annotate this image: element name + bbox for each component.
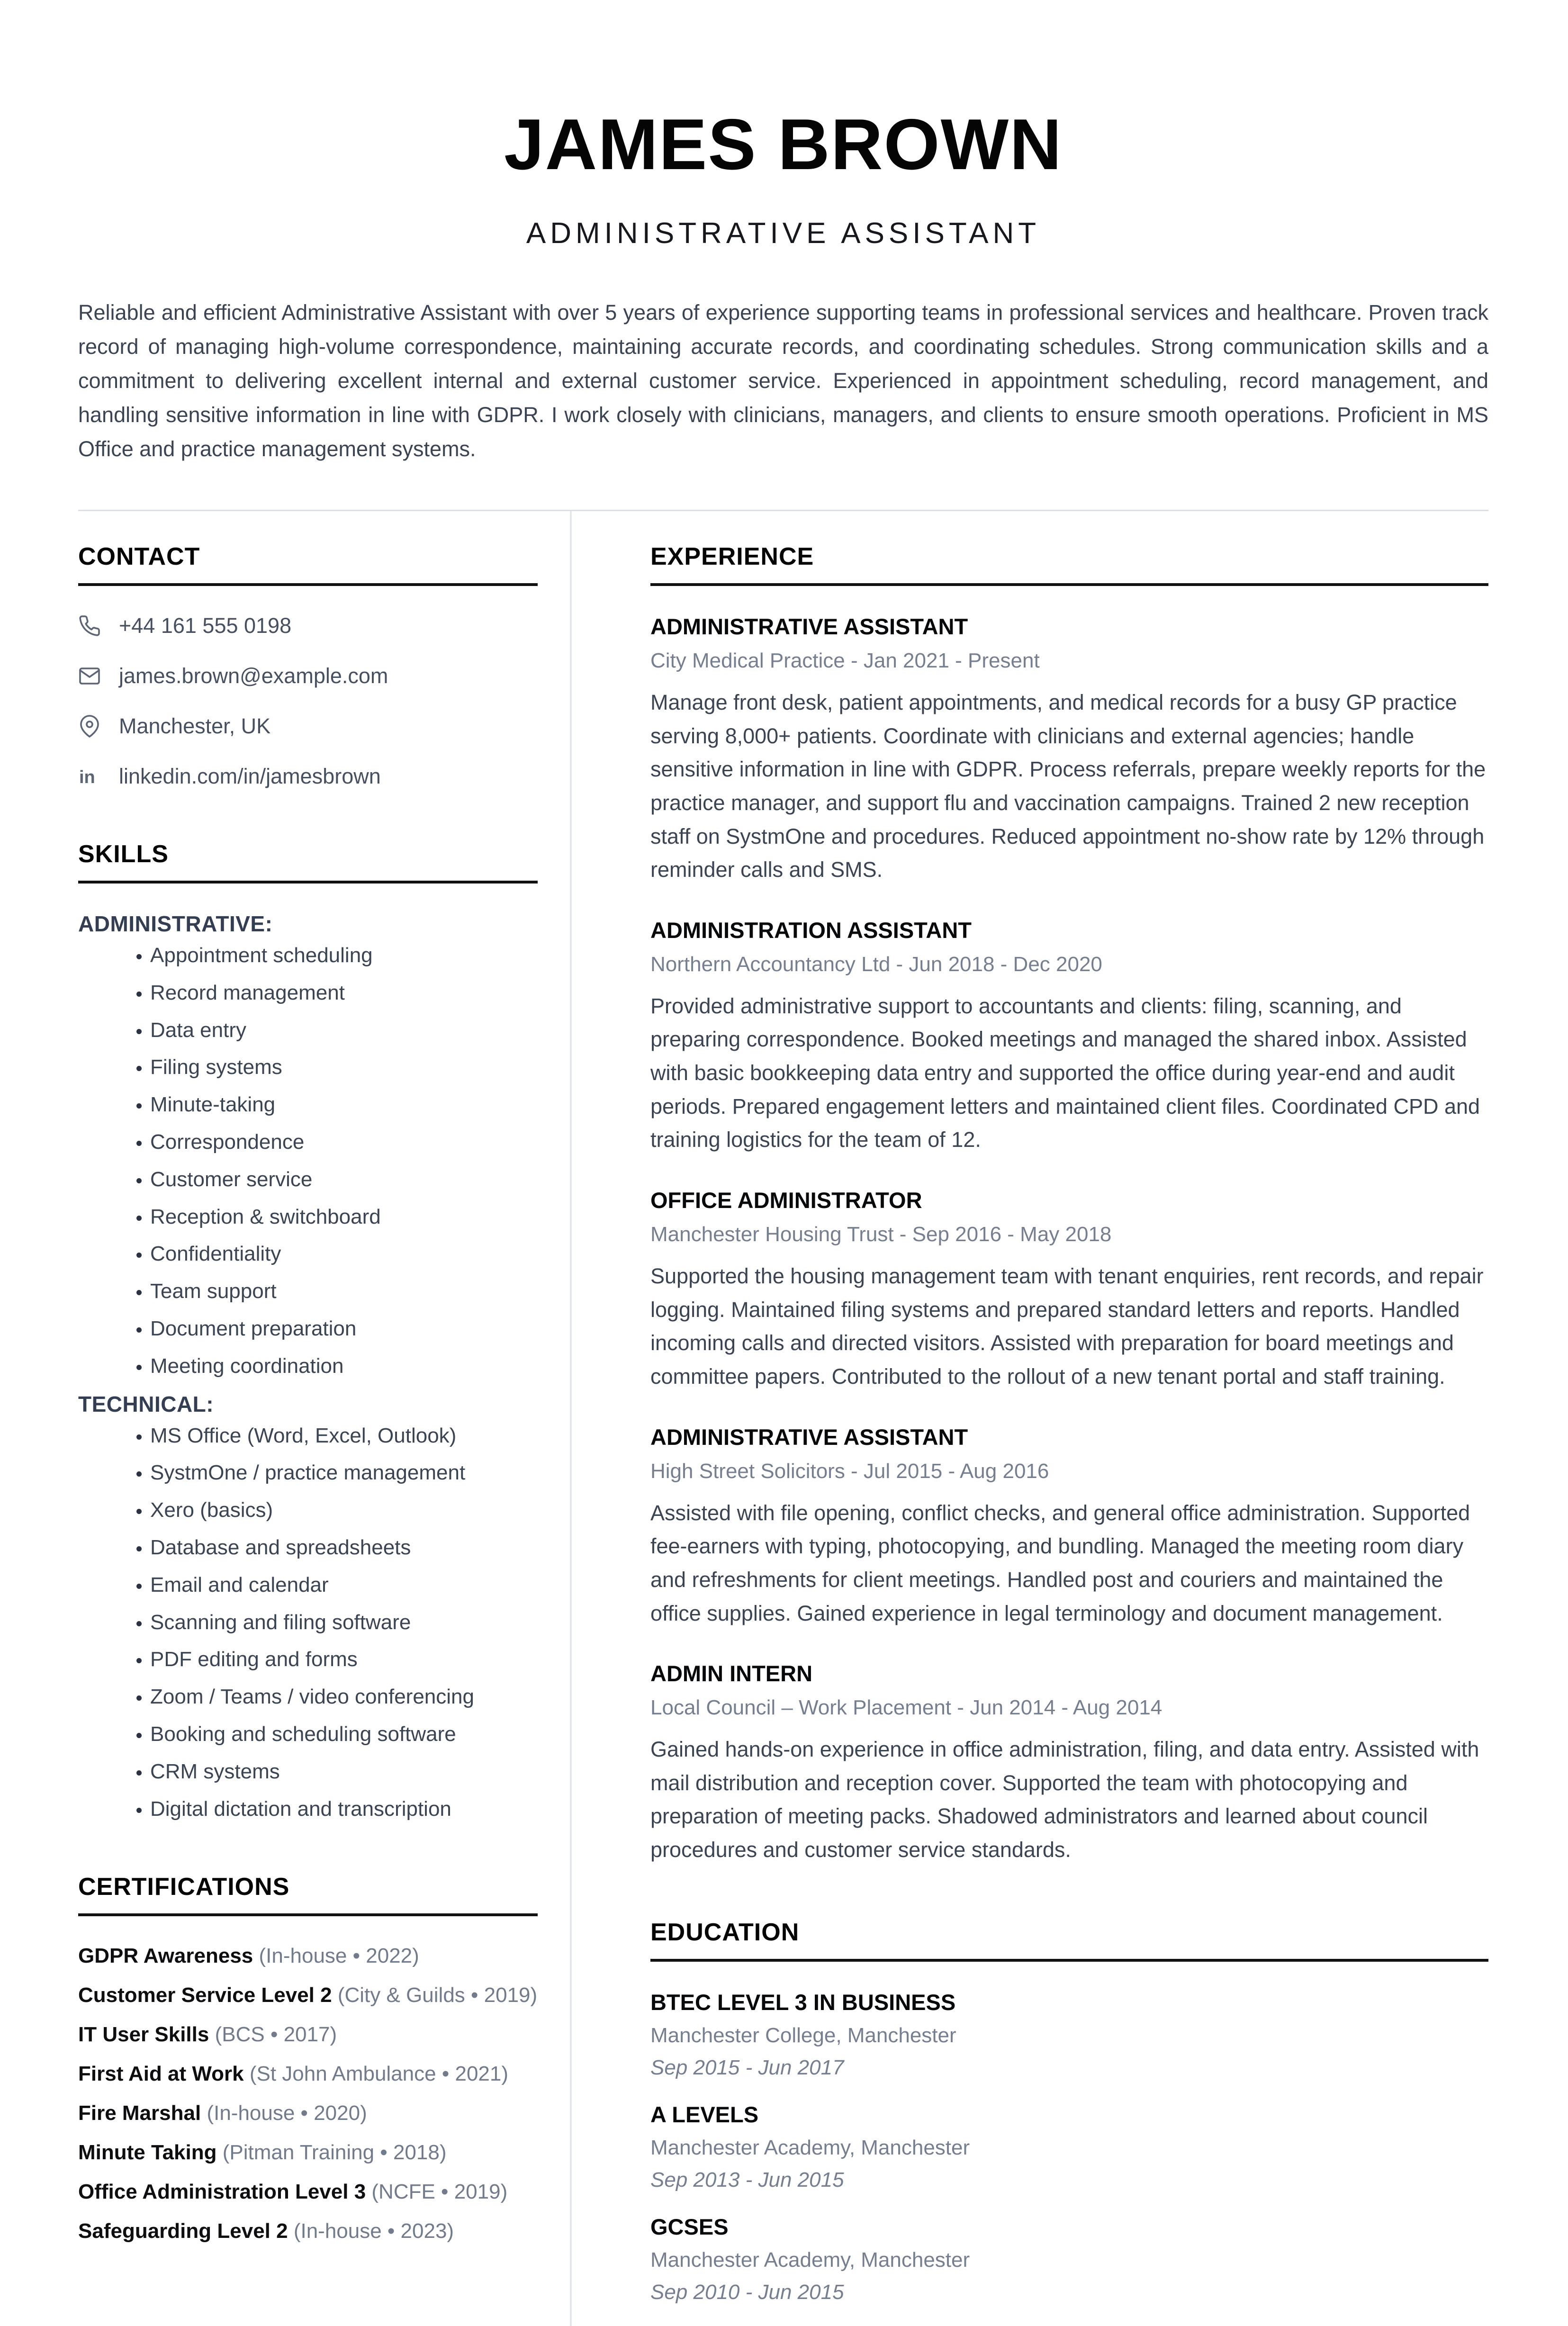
page-title: JAMES BROWN xyxy=(504,104,1063,185)
experience-entry xyxy=(650,1424,1488,1631)
certification-item xyxy=(78,2219,538,2244)
certification-meta: (St John Ambulance • 2021) xyxy=(249,2062,509,2086)
education-section xyxy=(650,1918,1488,2304)
administrative-skills-list xyxy=(78,943,538,1379)
two-column-layout xyxy=(78,511,1488,2326)
skill-item: • Reception & switchboard xyxy=(150,1205,538,1230)
linkedin-icon xyxy=(78,765,101,788)
experience-heading: EXPERIENCE xyxy=(650,542,1488,586)
job-description: Gained hands-on experience in office administration, filing, and data entry. Assisted with mail distribution and reception cover. Supported the team with photocopying and preparation of meeting packs. Shadowed administrators and learned about council procedures and customer service standards. xyxy=(650,1737,1479,1862)
skill-item: • Customer service xyxy=(150,1167,538,1192)
skill-item: • Email and calendar xyxy=(150,1573,538,1598)
education-institution: Manchester Academy, Manchester xyxy=(650,2248,970,2272)
skill-item: • MS Office (Word, Excel, Outlook) xyxy=(150,1424,538,1449)
job-title-subtitle: ADMINISTRATIVE ASSISTANT xyxy=(526,217,1041,250)
certification-meta: (In-house • 2022) xyxy=(259,1944,419,1968)
education-dates: Sep 2015 - Jun 2017 xyxy=(650,2056,844,2079)
certification-item xyxy=(78,1983,538,2008)
education-dates: Sep 2010 - Jun 2015 xyxy=(650,2280,844,2304)
job-title: OFFICE ADMINISTRATOR xyxy=(650,1188,922,1213)
skill-item: • Minute-taking xyxy=(150,1092,538,1118)
certification-item xyxy=(78,2180,538,2204)
certification-item xyxy=(78,1944,538,1968)
experience-section xyxy=(650,542,1488,1867)
certification-meta: (City & Guilds • 2019) xyxy=(337,1983,538,2007)
certification-item xyxy=(78,2062,538,2086)
phone-number: +44 161 555 0198 xyxy=(119,613,292,638)
experience-entry xyxy=(650,917,1488,1157)
education-entry xyxy=(650,2101,1488,2192)
certification-name: First Aid at Work xyxy=(78,2062,244,2086)
left-column xyxy=(78,511,538,2326)
contact-item-email xyxy=(78,664,538,688)
skill-item: • Meeting coordination xyxy=(150,1354,538,1379)
job-title: ADMINISTRATION ASSISTANT xyxy=(650,917,972,943)
contact-heading: CONTACT xyxy=(78,542,538,586)
certification-name: Customer Service Level 2 xyxy=(78,1983,332,2007)
technical-skills-list xyxy=(78,1424,538,1822)
skill-item: • Data entry xyxy=(150,1018,538,1043)
linkedin-url: linkedin.com/in/jamesbrown xyxy=(119,764,381,788)
skill-item: • Xero (basics) xyxy=(150,1498,538,1523)
job-company-dates: Manchester Housing Trust - Sep 2016 - May 2018 xyxy=(650,1223,1112,1246)
skill-item: • Document preparation xyxy=(150,1316,538,1342)
job-description: Provided administrative support to accountants and clients: filing, scanning, and preparing correspondence. Booked meetings and managed the shared inbox. Assisted with basic bookkeeping data entry and supported the office during year-end and audit periods. Prepared engagement letters and maintained client files. Coordinated CPD and training logistics for the team of 12. xyxy=(650,993,1480,1152)
education-title: BTEC LEVEL 3 IN BUSINESS xyxy=(650,1989,956,2015)
contact-item-location xyxy=(78,714,538,739)
certification-name: Minute Taking xyxy=(78,2140,217,2164)
certification-item xyxy=(78,2022,538,2047)
skills-section xyxy=(78,840,538,1821)
education-institution: Manchester College, Manchester xyxy=(650,2023,956,2047)
skill-item: • Booking and scheduling software xyxy=(150,1722,538,1747)
email-icon xyxy=(78,665,101,687)
education-title: A LEVELS xyxy=(650,2101,759,2127)
skill-item: • Scanning and filing software xyxy=(150,1610,538,1635)
skill-item: • Confidentiality xyxy=(150,1242,538,1267)
job-title: ADMINISTRATIVE ASSISTANT xyxy=(650,614,968,639)
experience-entry xyxy=(650,613,1488,887)
skills-heading: SKILLS xyxy=(78,840,538,884)
job-company-dates: Local Council – Work Placement - Jun 2014 - Aug 2014 xyxy=(650,1696,1162,1720)
certification-name: IT User Skills xyxy=(78,2023,209,2047)
certification-meta: (NCFE • 2019) xyxy=(371,2180,508,2203)
certification-meta: (In-house • 2023) xyxy=(293,2219,454,2243)
job-title: ADMINISTRATIVE ASSISTANT xyxy=(650,1424,968,1450)
phone-icon xyxy=(78,614,101,637)
skills-group-label-administrative: ADMINISTRATIVE: xyxy=(78,911,273,936)
certification-name: GDPR Awareness xyxy=(78,1944,253,1968)
skill-item: • Digital dictation and transcription xyxy=(150,1797,538,1822)
svg-text:in: in xyxy=(79,767,95,787)
contact-item-phone xyxy=(78,613,538,638)
experience-entry xyxy=(650,1187,1488,1394)
skill-item: • Zoom / Teams / video conferencing xyxy=(150,1685,538,1710)
skill-item: • Filing systems xyxy=(150,1055,538,1080)
skill-item: • Appointment scheduling xyxy=(150,943,538,968)
education-heading: EDUCATION xyxy=(650,1918,1488,1962)
education-institution: Manchester Academy, Manchester xyxy=(650,2136,970,2159)
skills-group-label-technical: TECHNICAL: xyxy=(78,1391,214,1416)
skill-item: • Record management xyxy=(150,981,538,1006)
email-address: james.brown@example.com xyxy=(119,664,388,688)
education-title: GCSES xyxy=(650,2214,729,2239)
skill-item: • PDF editing and forms xyxy=(150,1647,538,1672)
experience-entry xyxy=(650,1660,1488,1867)
right-column xyxy=(572,511,1488,2326)
skill-item: • SystmOne / practice management xyxy=(150,1461,538,1486)
skill-item: • Correspondence xyxy=(150,1130,538,1155)
job-description: Assisted with file opening, conflict checks, and general office administration. Supported fee-earners with typing, photocopying, and bundling. Managed the meeting room diary and refreshments for client meetings. Handled post and couriers and maintained the office supplies. Gained experience in legal terminology and document management. xyxy=(650,1500,1470,1625)
certification-name: Office Administration Level 3 xyxy=(78,2180,366,2203)
certifications-heading: CERTIFICATIONS xyxy=(78,1873,538,1916)
certification-name: Safeguarding Level 2 xyxy=(78,2219,288,2243)
contact-item-linkedin xyxy=(78,764,538,789)
education-entry xyxy=(650,2214,1488,2304)
skill-item: • Team support xyxy=(150,1279,538,1304)
certification-meta: (Pitman Training • 2018) xyxy=(222,2140,447,2164)
location-icon xyxy=(78,715,101,738)
education-dates: Sep 2013 - Jun 2015 xyxy=(650,2168,844,2191)
certification-meta: (BCS • 2017) xyxy=(215,2023,337,2047)
job-company-dates: City Medical Practice - Jan 2021 - Present xyxy=(650,649,1040,672)
education-entry xyxy=(650,1989,1488,2080)
job-title: ADMIN INTERN xyxy=(650,1661,813,1686)
location-text: Manchester, UK xyxy=(119,714,271,738)
skill-item: • Database and spreadsheets xyxy=(150,1535,538,1560)
certification-item xyxy=(78,2140,538,2165)
certification-meta: (In-house • 2020) xyxy=(207,2101,367,2125)
profile-summary: Reliable and efficient Administrative Assistant with over 5 years of experience supporting teams in professional services and healthcare. Proven track record of managing high-volume correspondence, maintaining accurate records, and coordinating schedules. Strong communication skills and a commitment to delivering excellent internal and external customer service. Experienced in appointment scheduling, record management, and handling sensitive information in line with GDPR. I work closely with clinicians, managers, and clients to ensure smooth operations. Proficient in MS Office and practice management systems. xyxy=(78,300,1488,461)
certifications-section xyxy=(78,1873,538,2243)
skill-item: • CRM systems xyxy=(150,1759,538,1785)
job-company-dates: High Street Solicitors - Jul 2015 - Aug 2016 xyxy=(650,1459,1049,1483)
job-description: Manage front desk, patient appointments, and medical records for a busy GP practice serving 8,000+ patients. Coordinate with clinicians and external agencies; handle sensitive information in line with GDPR. Process referrals, prepare weekly reports for the practice manager, and support flu and vaccination campaigns. Trained 2 new reception staff on SystmOne and procedures. Reduced appointment no-show rate by 12% through reminder calls and SMS. xyxy=(650,690,1486,882)
certification-item xyxy=(78,2101,538,2126)
contact-section xyxy=(78,542,538,789)
job-description: Supported the housing management team with tenant enquiries, rent records, and repair logging. Maintained filing systems and prepared standard letters and reports. Handled incoming calls and directed visitors. Assisted with preparation for board meetings and committee papers. Contributed to the rollout of a new tenant portal and staff training. xyxy=(650,1264,1484,1388)
job-company-dates: Northern Accountancy Ltd - Jun 2018 - Dec 2020 xyxy=(650,952,1102,976)
certification-name: Fire Marshal xyxy=(78,2101,201,2125)
